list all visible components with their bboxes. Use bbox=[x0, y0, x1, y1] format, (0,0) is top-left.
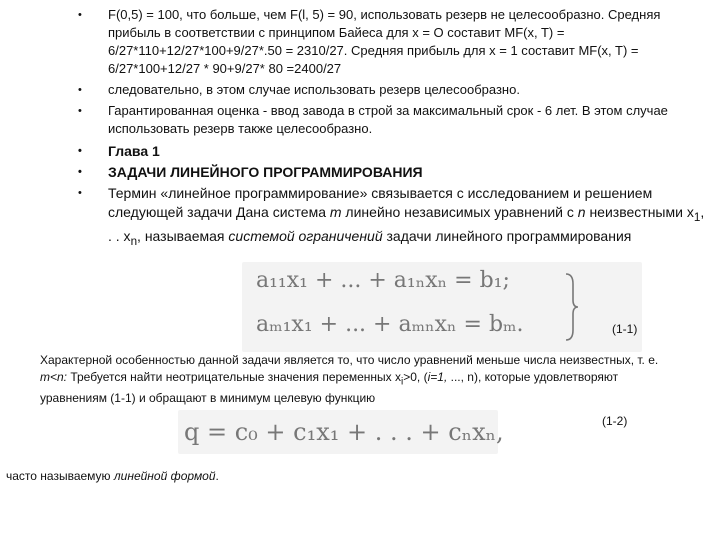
bullet-item bbox=[78, 184, 708, 251]
bullet-dot: • bbox=[78, 105, 82, 117]
paragraph-part: Характерной особенностью данной задачи является то, что число уравнений меньше числа неизвестных, т. е. bbox=[40, 353, 659, 367]
formula-1-2-image bbox=[178, 410, 504, 454]
formula-row-2: aₘ₁x₁ + ... + aₘₙxₙ = bₘ. bbox=[256, 312, 524, 337]
bullet-dot: • bbox=[78, 9, 82, 21]
term-sub: n bbox=[130, 234, 138, 248]
term-sub: 1 bbox=[693, 210, 701, 224]
bullet-text: F(0,5) = 100, что больше, чем F(l, 5) = 90, использовать резерв не целесообразно. Средняя прибыль в соответствии с принципом Байеса для x = O составит MF(x, T) = 6/27*110+12/27*100+9/27*.50 = 2310/27. Средняя прибыль для x = 1 составит MF(x, T) = 6/27*100+12/27 * 90+9/27* 80 =2400/27 bbox=[108, 7, 661, 76]
paragraph-part: ..., n), которые удовлетворяют уравнениям (1-1) и обращают в минимум целевую функцию bbox=[40, 370, 619, 406]
term-part: неизвестными x bbox=[585, 204, 694, 220]
chapter-title bbox=[78, 163, 708, 181]
term-part: задачи линейного программирования bbox=[382, 227, 632, 244]
bullet-dot: • bbox=[78, 187, 82, 199]
paragraph-sub: i bbox=[401, 376, 404, 388]
bullet-dot: • bbox=[78, 84, 82, 96]
footer-emphasis: линейной формой bbox=[113, 469, 216, 483]
paragraph-part: Требуется найти неотрицательные значения переменных x bbox=[67, 370, 401, 384]
body-paragraph bbox=[40, 352, 680, 407]
term-var-n: n bbox=[577, 204, 586, 220]
footer-part: часто называемую bbox=[6, 469, 114, 483]
objective-function: q = c₀ + c₁x₁ + . . . + cₙxₙ, bbox=[184, 418, 504, 446]
term-part: Термин «линейное программирование» связывается с исследованием и решением следующей задачи Дана система bbox=[108, 185, 653, 220]
paragraph-condition: m<n: bbox=[40, 370, 68, 384]
footer-part: . bbox=[215, 469, 219, 483]
paragraph-part: >0, ( bbox=[403, 370, 428, 384]
term-var-m: m bbox=[329, 204, 342, 220]
equation-number: (1-2) bbox=[602, 414, 628, 428]
term-part: , называемая bbox=[137, 227, 229, 244]
formula-1-1-image bbox=[242, 262, 642, 352]
bullet-text: Гарантированная оценка - ввод завода в строй за максимальный срок - 6 лет. В этом случае использовать резерв также целесообразно. bbox=[108, 103, 668, 136]
bullet-list bbox=[78, 6, 708, 254]
formula-row-1: a₁₁x₁ + ... + a₁ₙxₙ = b₁; bbox=[256, 268, 510, 293]
term-part: , . . x bbox=[108, 204, 705, 244]
bullet-item bbox=[78, 102, 708, 138]
footer-text bbox=[6, 468, 219, 485]
term-system-emphasis: системой ограничений bbox=[228, 227, 383, 244]
paragraph-index-range: i=1, bbox=[427, 370, 448, 384]
term-text bbox=[108, 185, 705, 248]
bullet-item bbox=[78, 81, 708, 99]
bullet-dot: • bbox=[78, 145, 82, 157]
bullet-dot: • bbox=[78, 166, 82, 178]
chapter-number bbox=[78, 142, 708, 160]
chapter-number-text: Глава 1 bbox=[108, 143, 160, 159]
bullet-item bbox=[78, 6, 708, 78]
term-part: линейно независимых уравнений с bbox=[341, 204, 578, 220]
right-brace-icon bbox=[564, 272, 580, 342]
equation-number: (1-1) bbox=[612, 322, 638, 336]
bullet-text: следовательно, в этом случае использовать резерв целесообразно. bbox=[108, 82, 520, 97]
chapter-title-text: ЗАДАЧИ ЛИНЕЙНОГО ПРОГРАММИРОВАНИЯ bbox=[108, 164, 423, 180]
